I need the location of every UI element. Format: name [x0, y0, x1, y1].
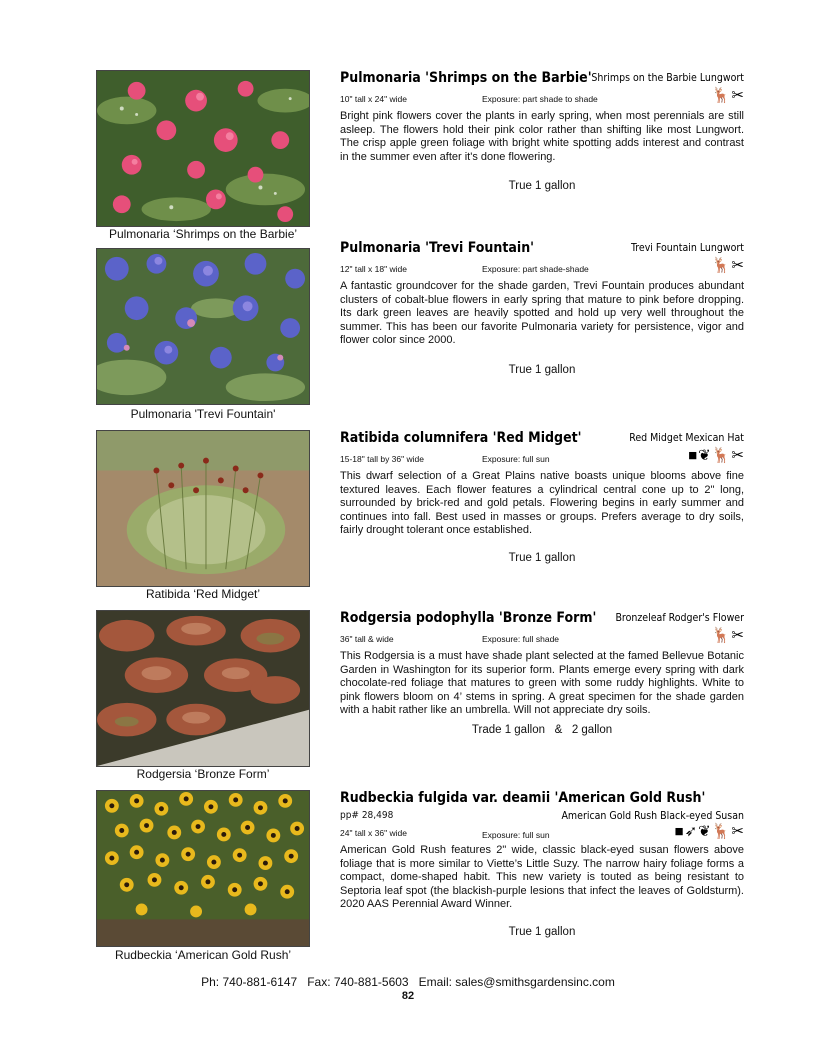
photo-caption: Rodgersia ‘Bronze Form’: [136, 767, 270, 781]
exposure: Exposure: part shade to shade: [482, 94, 598, 104]
plant-description: This dwarf selection of a Great Plains native boasts unique blooms above fine textured leaves. Each flower features a cylindrical central cone up to 2" long, surrounded by brick-red and gold petals. Flowering begins in early summer and continues into fall. Best used in masses or groups. Prefers average to dry soils, fairly drought tolerant once established.: [340, 470, 744, 537]
plant-description: This Rodgersia is a must have shade plant selected at the famed Bellevue Botanic Garden in Washington for its superior form. Plants emerge every spring with dark chocolate-red foliage that matures to green with some ruddy highlights. White to pink flowers bloom on 4’ stems in spring. A great specimen for the shade garden with a habit rather like an umbrella. Will not appreciate dry soils.: [340, 650, 744, 717]
plant-description: American Gold Rush features 2" wide, classic black-eyed susan flowers above foliage that is more similar to Viette’s Little Suzy. The narrow hairy foliage forms a compact, dome-shaped habit. This new variety is touted as being resistant to Septoria leaf spot (the blackish-purple lesions that infect the leaves of Goldsturm). 2020 AAS Perennial Award Winner.: [340, 844, 744, 911]
plant-description: A fantastic groundcover for the shade garden, Trevi Fountain produces abundant clusters of cobalt-blue flowers in early spring that mature to pink before dropping. Its dark green leaves are heavily spotted and hold up very well throughout the summer. This has been our favorite Pulmonaria variety for persistence, vigor and flower color since 2000.: [340, 280, 744, 347]
butterfly-icon: ❦: [698, 447, 711, 464]
plant-size: 10" tall x 24" wide: [340, 94, 407, 104]
plant-info: [340, 430, 744, 564]
botanical-name: Rudbeckia fulgida var. deamii 'American Gold Rush': [340, 790, 706, 806]
cut-flower-icon: ✂: [731, 823, 744, 840]
photo-caption: Rudbeckia ‘American Gold Rush’: [114, 948, 292, 962]
plant-photo: [96, 610, 310, 767]
deer-resistant-icon: 🦌: [711, 823, 731, 840]
butterfly-icon: ❦: [698, 823, 711, 840]
attribute-icons: [688, 448, 744, 463]
attribute-icons: [712, 88, 744, 103]
common-name: Bronzeleaf Rodger's Flower: [615, 612, 744, 624]
container-size: True 1 gallon: [508, 925, 576, 938]
container-size: True 1 gallon: [508, 180, 576, 193]
cut-flower-icon: ✂: [731, 627, 744, 644]
cut-flower-icon: ✂: [731, 87, 744, 104]
botanical-name: Ratibida columnifera 'Red Midget': [340, 430, 582, 446]
plant-photo: [96, 790, 310, 947]
deer-resistant-icon: 🦌: [711, 87, 731, 104]
deer-resistant-icon: 🦌: [711, 257, 731, 274]
attribute-icons: [712, 628, 744, 643]
botanical-name: Pulmonaria 'Shrimps on the Barbie': [340, 70, 592, 86]
plant-photo: [96, 70, 310, 227]
plant-size: 15-18" tall by 36" wide: [340, 454, 424, 464]
container-size: True 1 gallon: [508, 363, 576, 376]
plant-size: 36" tall & wide: [340, 634, 394, 644]
cut-flower-icon: ✂: [731, 257, 744, 274]
common-name: Red Midget Mexican Hat: [629, 432, 744, 444]
botanical-name: Pulmonaria 'Trevi Fountain': [340, 240, 535, 256]
common-name: Shrimps on the Barbie Lungwort: [591, 72, 744, 84]
botanical-name: Rodgersia podophylla 'Bronze Form': [340, 610, 597, 626]
contact-footer: Ph: 740-881-6147 Fax: 740-881-5603 Email: sales@smithsgardensinc.com: [201, 975, 615, 989]
photo-caption: Pulmonaria 'Trevi Fountain': [130, 407, 276, 421]
plant-entry: [96, 610, 746, 785]
plant-entry: [96, 70, 746, 245]
plant-photo: [96, 248, 310, 405]
deer-resistant-icon: 🦌: [711, 447, 731, 464]
attribute-icons: [712, 258, 744, 273]
plant-info: [340, 790, 744, 938]
plant-photo: [96, 430, 310, 587]
exposure: Exposure: full sun: [482, 830, 550, 840]
exposure: Exposure: full sun: [482, 454, 550, 464]
exposure: Exposure: part shade-shade: [482, 264, 589, 274]
photo-caption: Ratibida ‘Red Midget’: [145, 587, 261, 601]
page-number: 82: [401, 990, 415, 1002]
photo-caption: Pulmonaria ‘Shrimps on the Barbie’: [108, 227, 298, 241]
common-name: American Gold Rush Black-eyed Susan: [561, 810, 744, 822]
plant-entry: [96, 240, 746, 420]
plant-info: [340, 610, 744, 736]
plant-entry: [96, 430, 746, 605]
exposure: Exposure: full shade: [482, 634, 560, 644]
plant-info: [340, 70, 744, 192]
container-size: True 1 gallon: [508, 551, 576, 564]
plant-description: Bright pink flowers cover the plants in early spring, when most perennials are still asleep. The flowers hold their pink color rather than shifting like most Lungwort. The crisp apple green foliage with bright white spotting adds interest and contrast in the summer even after it's done flowering.: [340, 110, 744, 163]
attribute-icons: [675, 824, 744, 839]
deer-resistant-icon: 🦌: [711, 627, 731, 644]
container-size: Trade 1 gallon & 2 gallon: [471, 723, 613, 736]
ohio-native-icon: ■: [674, 823, 684, 840]
common-name: Trevi Fountain Lungwort: [631, 242, 744, 254]
plant-size: 24" tall x 36" wide: [340, 828, 407, 838]
patent-number: pp# 28,498: [340, 810, 394, 821]
plant-info: [340, 240, 744, 376]
plant-size: 12" tall x 18" wide: [340, 264, 407, 274]
bird-icon: ➶: [684, 823, 698, 840]
cut-flower-icon: ✂: [731, 447, 744, 464]
ohio-native-icon: ■: [688, 447, 698, 464]
plant-entry: [96, 790, 746, 965]
